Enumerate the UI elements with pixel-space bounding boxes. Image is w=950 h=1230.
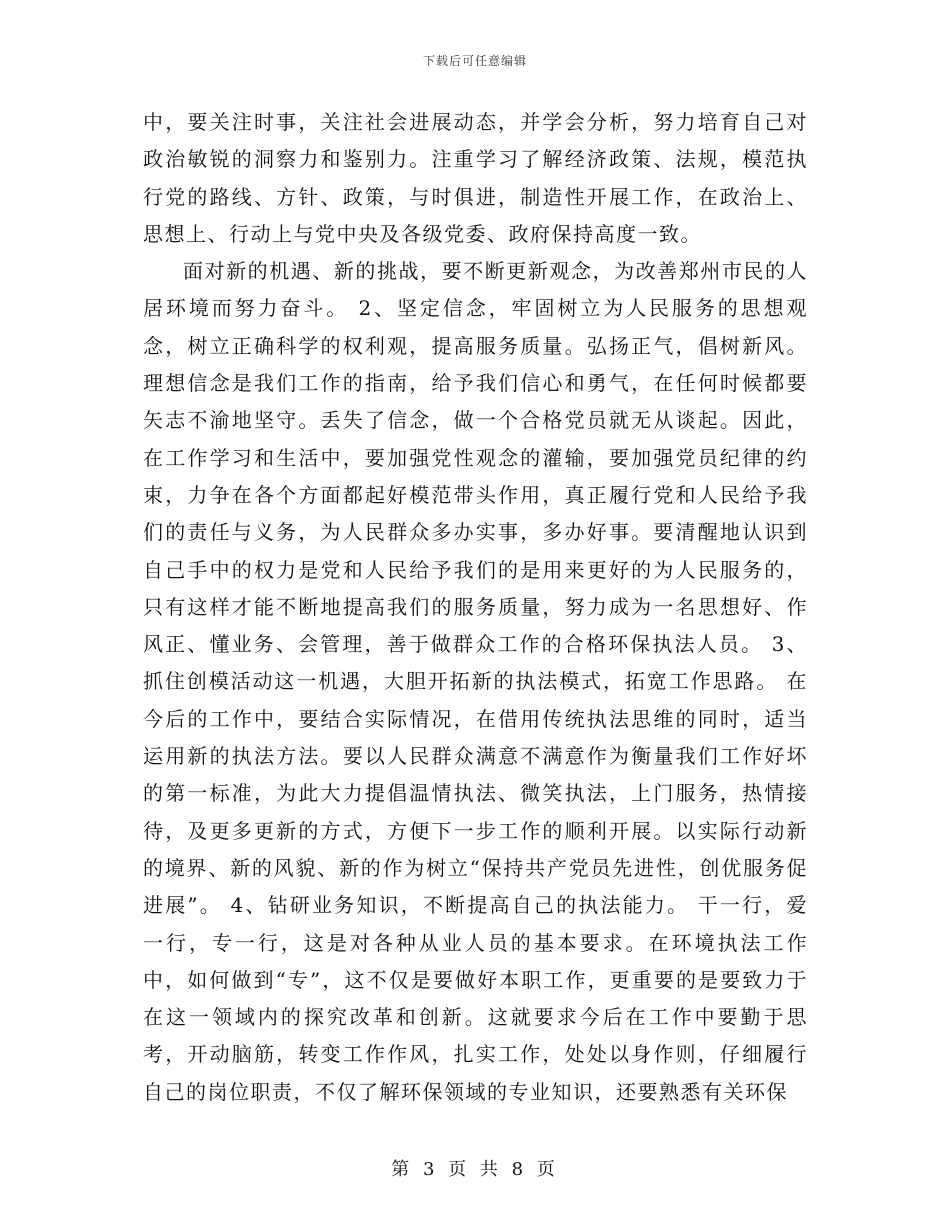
paragraph-1: 中，要关注时事，关注社会进展动态，并学会分析，努力培育自己对政治敏锐的洞察力和鉴别力。注重学习了解经济政策、法规，模范执行党的路线、方针、政策，与时俱进，制造性开展工作，在政治上、思想上、行动上与党中央及各级党委、政府保持高度一致。: [143, 110, 808, 246]
page-header: 下载后可任意编辑: [422, 54, 527, 68]
paragraph-2: 面对新的机遇、新的挑战，要不断更新观念，为改善郑州市民的人居环境而努力奋斗。 2、坚定信念，牢固树立为人民服务的思想观念，树立正确科学的权利观，提高服务质量。弘扬正气，倡树新风。理想信念是我们工作的指南，给予我们信心和勇气，在任何时候都要矢志不渝地坚守。丢失了信念，做一个合格党员就无从谈起。因此，在工作学习和生活中，要加强党性观念的灌输，要加强党员纪律的约束，力争在各个方面都起好模范带头作用，真正履行党和人民给予我们的责任与义务，为人民群众多办实事，多办好事。要清醒地认识到自己手中的权力是党和人民给予我们的是用来更好的为人民服务的，只有这样才能不断地提高我们的服务质量，努力成为一名思想好、作风正、懂业务、会管理，善于做群众工作的合格环保执法人员。 3、抓住创模活动这一机遇，大胆开拓新的执法模式，拓宽工作思路。 在今后的工作中，要结合实际情况，在借用传统执法思维的同时，适当运用新的执法方法。要以人民群众满意不满意作为衡量我们工作好坏的第一标准，为此大力提倡温情执法、微笑执法，上门服务，热情接待，及更多更新的方式，方便下一步工作的顺利开展。以实际行动新的境界、新的风貌、新的作为树立“保持共产党员先进性，创优服务促进展”。 4、钻研业务知识，不断提高自己的执法能力。 干一行，爱一行，专一行，这是对各种从业人员的基本要求。在环境执法工作中，如何做到“专”，这不仅是要做好本职工作，更重要的是要致力于在这一领域内的探究改革和创新。这就要求今后在工作中要勤于思考，开动脑筋，转变工作作风，扎实工作，处处以身作则，仔细履行自己的岗位职责，不仅了解环保领域的专业知识，还要熟悉有关环保: [143, 259, 808, 1104]
document-body: [143, 104, 808, 1111]
page-number-footer: 第 3 页 共 8 页: [391, 1159, 559, 1180]
